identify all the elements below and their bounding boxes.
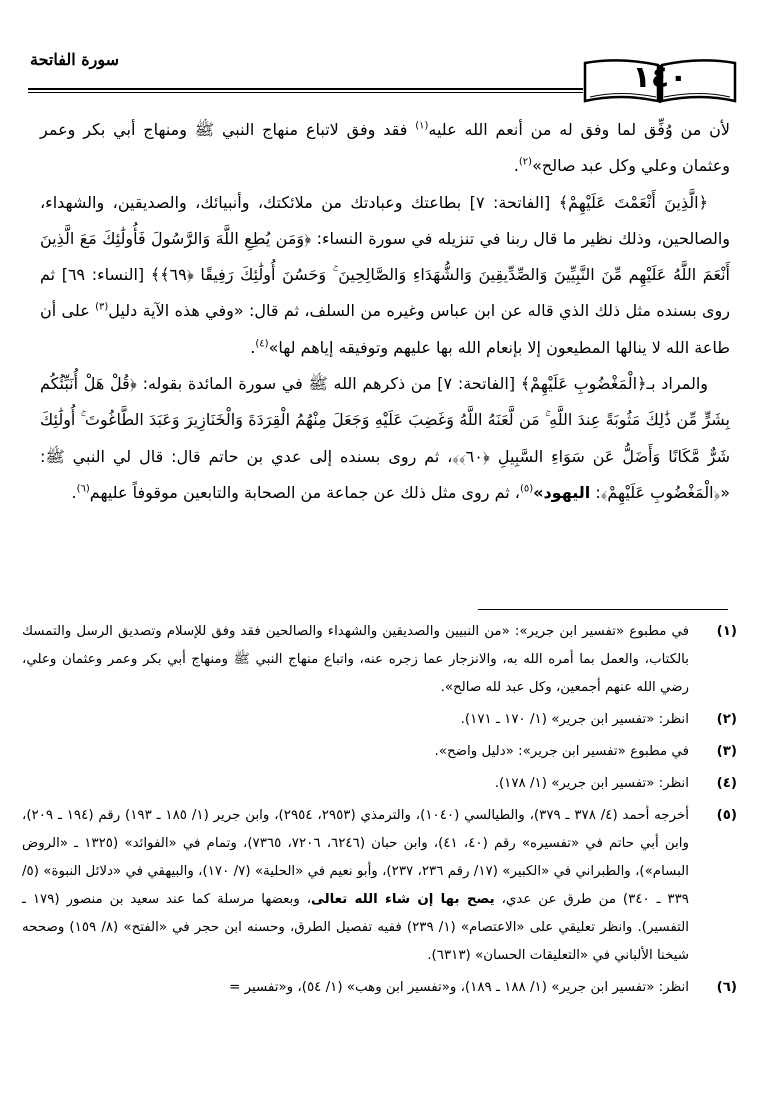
footnote-number: (٢)	[716, 712, 737, 727]
footnote	[22, 618, 737, 702]
footnote-number: (١)	[716, 624, 737, 639]
footnote-text: انظر: «تفسير ابن جرير» (١/ ١٧٠ ـ ١٧١).	[460, 712, 689, 727]
footnote-ref[interactable]: (١)	[415, 120, 429, 132]
footnote-bold-text: يصح بها إن شاء الله تعالى	[311, 892, 495, 907]
footnote	[22, 974, 737, 1002]
paragraph-text: .	[250, 337, 256, 357]
footnote-number: (٦)	[716, 980, 737, 995]
footnote-separator	[478, 609, 728, 610]
footnote-number: (٣)	[716, 744, 737, 759]
footnote	[22, 770, 737, 798]
footnote-ref[interactable]: (٥)	[519, 483, 534, 495]
footnote-ref[interactable]: (٦)	[76, 483, 90, 495]
page-header	[0, 0, 765, 110]
footnote-number: (٥)	[716, 808, 737, 823]
footnote-text-part: ، وبعضها مرسلة كما عند سعيد بن منصور (١٧٩ ـ التفسير). وانظر تعليقي على «الاعتصام» (١/ ٢٣٩) ففيه تفصيل الطرق، وحسنه ابن حجر في «الفتح» (٨/ ١٥٩) وصححه شيخنا الألباني في «التعليقات الحسان» (٦٣١٣).	[22, 892, 689, 963]
paragraph-text: ، ثم روى مثل ذلك عن جماعة من الصحابة والتابعين موقوفاً عليهم	[89, 482, 520, 502]
footnote-number: (٤)	[716, 776, 737, 791]
paragraph-text: ﴿الَّذِينَ أَنْعَمْتَ عَلَيْهِمْ﴾ [الفاتحة: ٧] بطاعتك وعبادتك من ملائكتك، وأنبيائك، والصديقين، والشهداء، والصالحين، وذلك نظير ما قال ربنا في تنزيله في سورة النساء: ﴿وَمَن يُطِعِ اللَّهَ وَالرَّسُولَ فَأُولَٰئِكَ مَعَ الَّذِينَ أَنْعَمَ اللَّهُ عَلَيْهِم مِّنَ النَّبِيِّينَ وَالصِّدِّيقِينَ وَالشُّهَدَاءِ وَالصَّالِحِينَ ۚ وَحَسُنَ أُولَٰئِكَ رَفِيقًا ﴿٦٩﴾﴾ [النساء: ٦٩] ثم روى بسنده مثل ذلك الذي قاله عن ابن عباس وغيره من السلف، ثم قال: «وفي هذه الآية دليل	[40, 192, 731, 321]
footnote-ref[interactable]: (٢)	[518, 156, 533, 168]
footnote-text-part: أخرجه أحمد (٤/ ٣٧٨ ـ ٣٧٩)، والطيالسي (١٠٤٠)، والترمذي (٢٩٥٣، ٢٩٥٤)، وابن جرير (١/ ١٨٥ ـ ١٩٣) رقم (١٩٤ ـ ٢٠٩)، وابن أبي حاتم في «تفسيره» رقم (٤٠، ٤١)، وابن حبان (٦٢٤٦، ٧٢٠٦، ٧٣٦٥)، وتمام في «الفوائد» (١٣٢٥ ـ «الروض البسام»)، والطبراني في «الكبير» (١٧/ رقم ٢٣٦، ٢٣٧)، وأبو نعيم في «الحلية» (٧/ ١٧٠)، والبيهقي في «دلائل النبوة» (٥/ ٣٣٩ ـ ٣٤٠) من طرق عن عدي،	[22, 808, 689, 907]
paragraph-text: لأن من وُفِّق لما وفق له من أنعم الله عليه	[428, 120, 731, 139]
surah-title: سورة الفاتحة	[30, 50, 119, 69]
page-number: ١٤٠	[632, 60, 688, 95]
paragraph-bold-text: اليهود»	[533, 482, 591, 502]
paragraph	[40, 366, 730, 511]
footnote-ref[interactable]: (٤)	[255, 338, 269, 350]
paragraph-text: .	[71, 482, 77, 502]
paragraph-text: على أن طاعة الله لا ينالها المطيعون إلا بإنعام الله بها عليهم وتوفيقه إياهم لها»	[40, 301, 730, 357]
footnote-text: انظر: «تفسير ابن جرير» (١/ ١٧٨).	[494, 776, 689, 791]
footnote-ref[interactable]: (٣)	[95, 302, 109, 314]
paragraph-text: فقد وفق لاتباع منهاج النبي ﷺ ومنهاج أبي بكر وعمر وعثمان وعلي وكل عبد صالح»	[40, 120, 730, 176]
footnote-text: في مطبوع «تفسير ابن جرير»: «دليل واضح».	[434, 744, 689, 759]
main-text	[40, 112, 730, 511]
paragraph-text: والمراد بـ﴿الْمَغْضُوبِ عَلَيْهِمْ﴾ [الفاتحة: ٧] من ذكرهم الله ﷺ في سورة المائدة بقوله: ﴿قُلْ هَلْ أُنَبِّئُكُم بِشَرٍّ مِّن ذَٰلِكَ مَثُوبَةً عِندَ اللَّهِ ۚ مَن لَّعَنَهُ اللَّهُ وَغَضِبَ عَلَيْهِ وَجَعَلَ مِنْهُمُ الْقِرَدَةَ وَالْخَنَازِيرَ وَعَبَدَ الطَّاغُوتَ ۚ أُولَٰئِكَ شَرٌّ مَّكَانًا وَأَضَلُّ عَن سَوَاءِ السَّبِيلِ ﴿٦٠﴾﴾، ثم روى بسنده إلى عدي بن حاتم قال: قال لي النبي ﷺ: «﴿الْمَغْضُوبِ عَلَيْهِمْ﴾:	[40, 374, 730, 502]
footnote-text	[22, 802, 689, 970]
paragraph	[40, 112, 730, 185]
paragraph-text: .	[513, 156, 519, 176]
footnote	[22, 706, 737, 734]
header-rule-thin	[28, 92, 583, 93]
footnote	[22, 802, 737, 970]
footnote-text: انظر: «تفسير ابن جرير» (١/ ١٨٨ ـ ١٨٩)، و«تفسير ابن وهب» (١/ ٥٤)، و«تفسير =	[229, 980, 689, 995]
footnote	[22, 738, 737, 766]
paragraph	[40, 185, 730, 366]
footnote-text: في مطبوع «تفسير ابن جرير»: «من النبيين والصديقين والشهداء والصالحين فقد وفق للإسلام وتصديق الرسل والتمسك بالكتاب، والعمل بما أمره الله به، والانزجار عما زجره عنه، واتباع منهاج النبي ﷺ ومنهاج أبي بكر وعمر وعثمان وعلي، رضي الله عنهم أجمعين، وكل عبد لله صالح».	[22, 624, 689, 695]
footnotes	[22, 618, 737, 1002]
header-rule	[28, 88, 583, 90]
